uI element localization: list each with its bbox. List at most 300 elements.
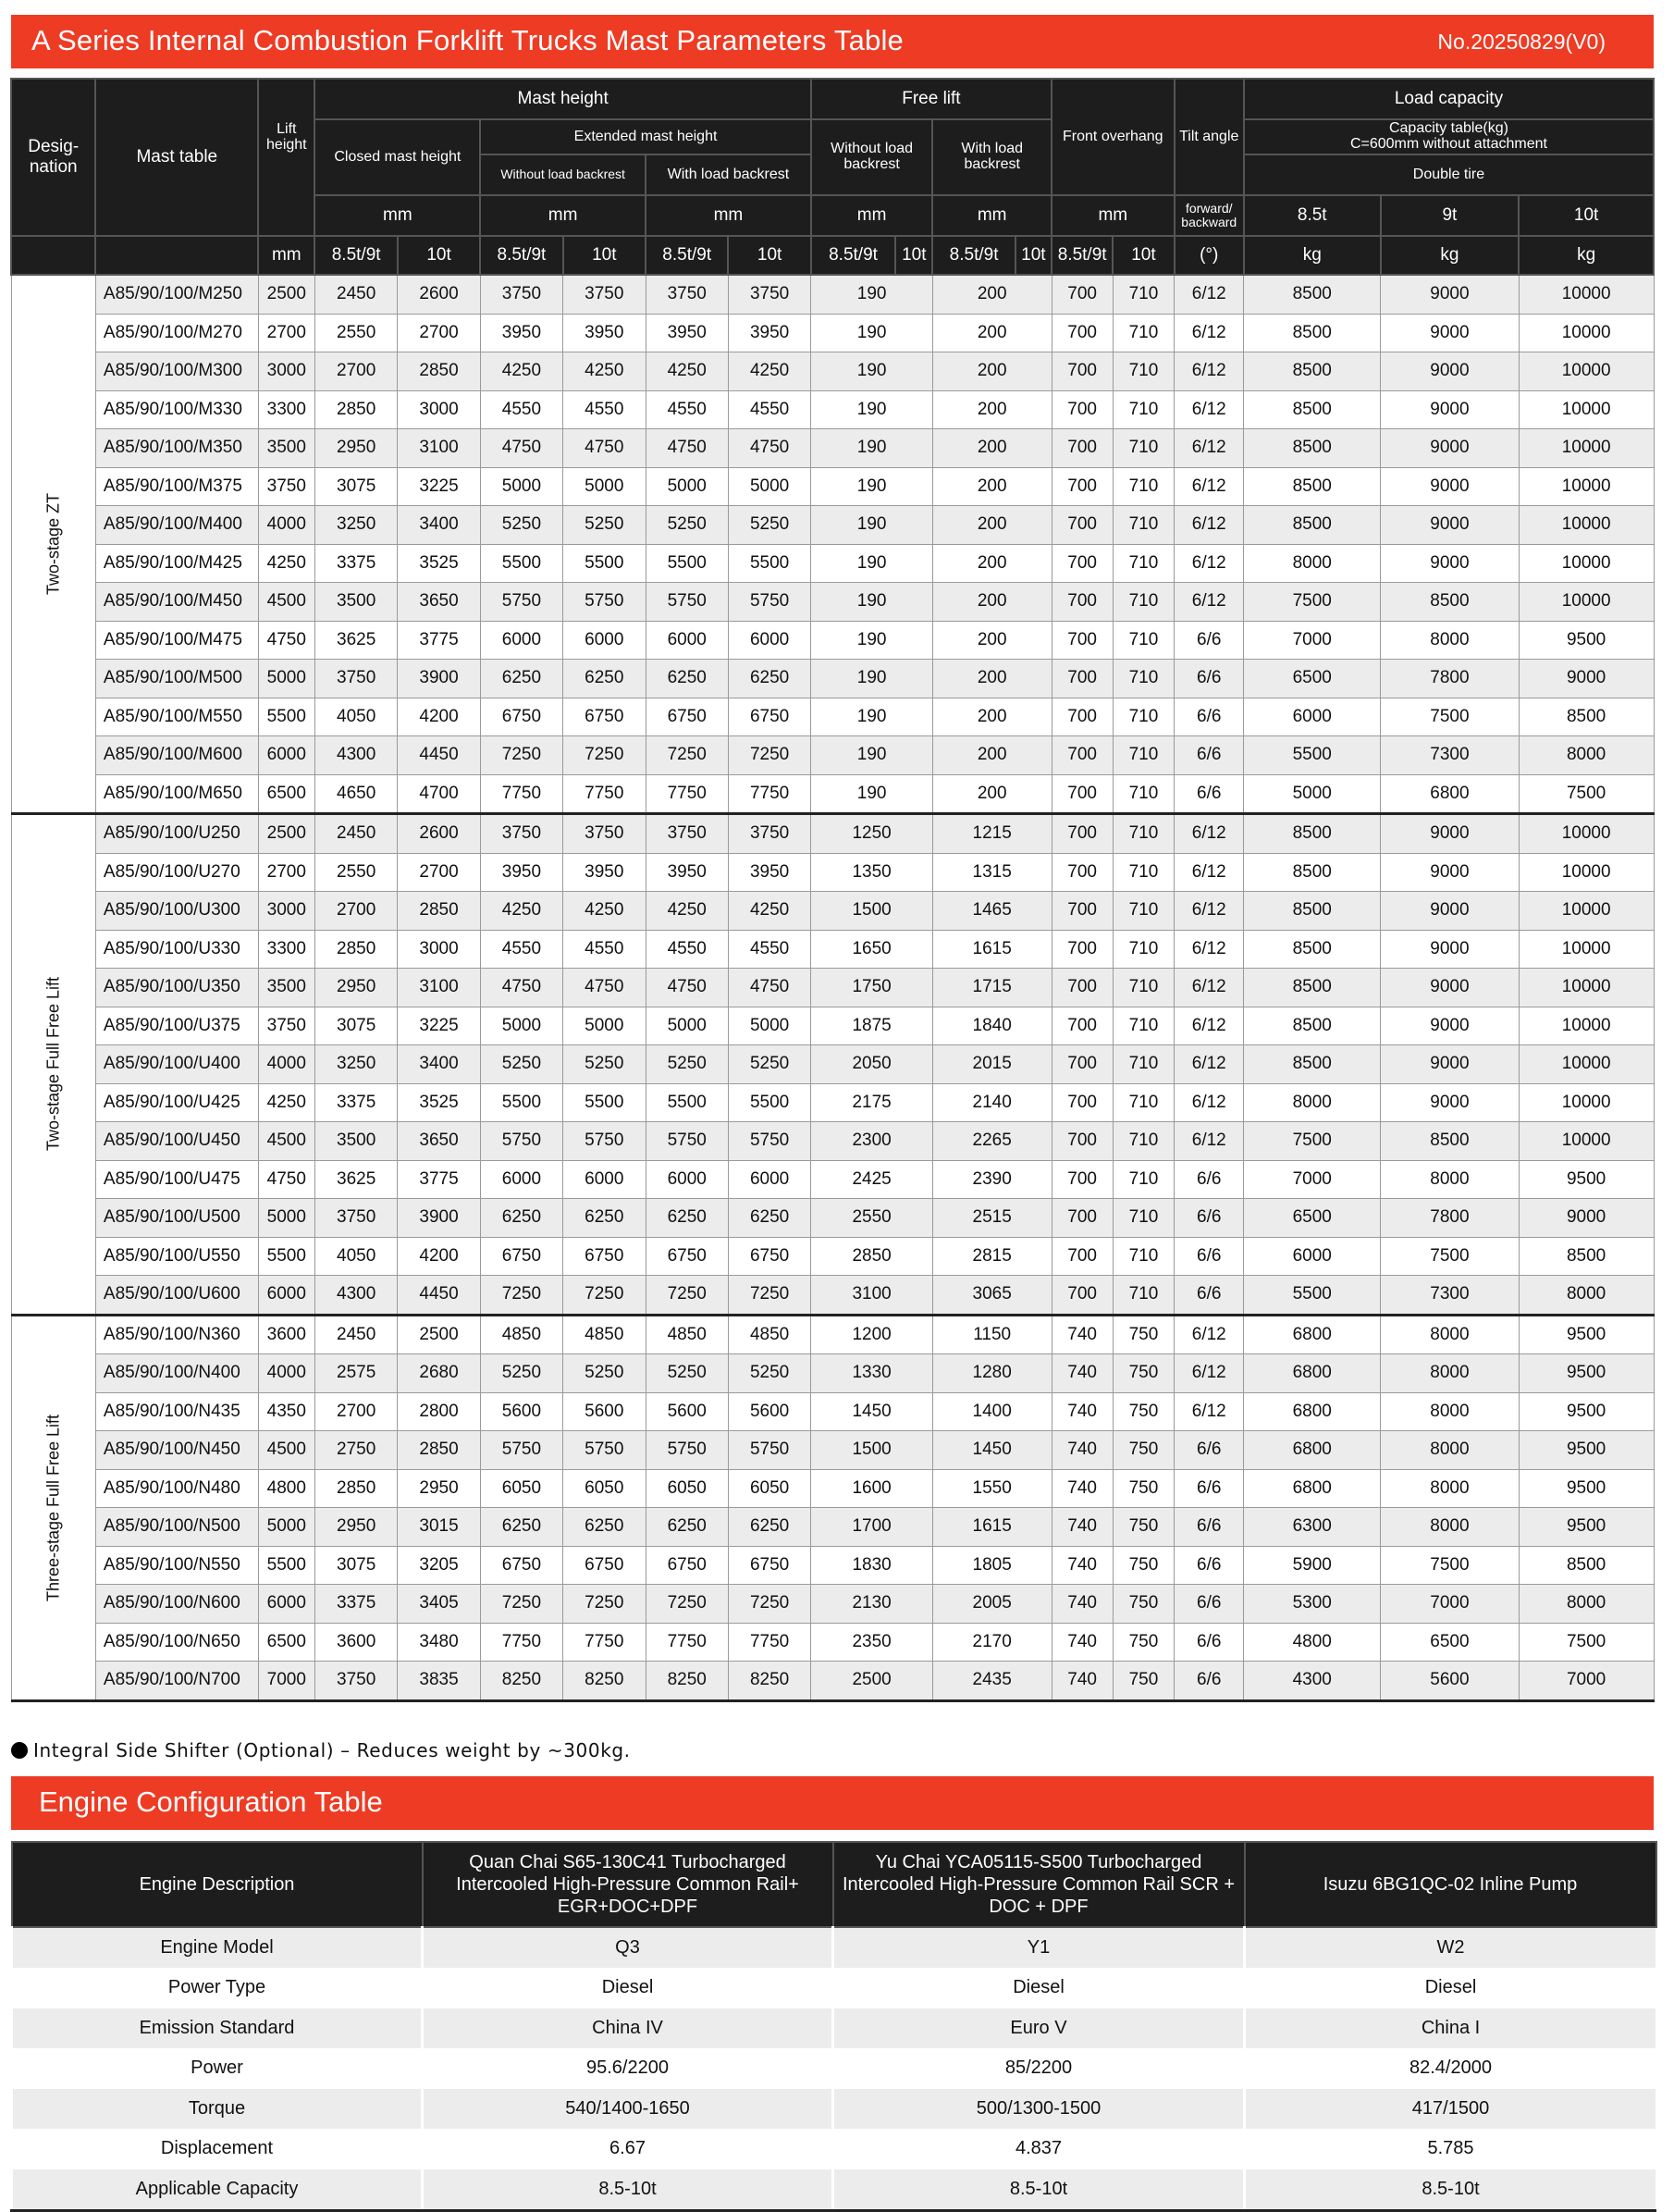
table-cell: 3525 xyxy=(398,544,480,583)
table-cell: 6/12 xyxy=(1175,544,1244,583)
mast-model-cell: A85/90/100/M330 xyxy=(95,390,258,429)
table-cell: 710 xyxy=(1113,1276,1174,1316)
table-cell: 2815 xyxy=(932,1237,1052,1276)
unit-mm: mm xyxy=(1052,195,1175,236)
table-row xyxy=(11,621,1654,660)
table-cell: 5250 xyxy=(563,506,646,545)
table-row xyxy=(12,2008,1656,2049)
table-cell: 6800 xyxy=(1244,1315,1381,1354)
table-cell: 8000 xyxy=(1381,1469,1520,1508)
mast-model-cell: A85/90/100/M250 xyxy=(95,275,258,314)
table-cell: 3205 xyxy=(398,1546,480,1585)
table-cell: 5250 xyxy=(646,506,728,545)
engine-spec-label: Emission Standard xyxy=(12,2008,423,2049)
engine-spec-label: Engine Model xyxy=(12,1927,423,1968)
table-cell: 9500 xyxy=(1519,1160,1654,1199)
table-cell: 190 xyxy=(811,314,933,352)
designation-header: Desig- nation xyxy=(11,79,95,236)
mast-model-cell: A85/90/100/U600 xyxy=(95,1276,258,1316)
mast-model-cell: A85/90/100/N700 xyxy=(95,1662,258,1701)
table-cell: 6750 xyxy=(728,698,810,736)
table-cell: 1715 xyxy=(932,969,1052,1007)
table-cell: 200 xyxy=(932,506,1052,545)
table-cell: 10000 xyxy=(1519,969,1654,1007)
table-cell: 5600 xyxy=(480,1392,562,1431)
table-cell: 1450 xyxy=(932,1431,1052,1470)
table-cell: 700 xyxy=(1052,930,1113,969)
table-cell: 6250 xyxy=(563,1508,646,1547)
table-row xyxy=(11,275,1654,314)
table-cell: 4050 xyxy=(314,1237,397,1276)
table-row xyxy=(11,1662,1654,1701)
table-cell: 6500 xyxy=(258,774,314,814)
table-cell: 5500 xyxy=(728,1083,810,1122)
table-cell: 9500 xyxy=(1519,1508,1654,1547)
table-row xyxy=(11,1469,1654,1508)
table-cell: 9500 xyxy=(1519,621,1654,660)
table-cell: 5500 xyxy=(480,544,562,583)
doc-number: No.20250829(V0) xyxy=(1437,30,1606,54)
table-cell: 6/6 xyxy=(1175,1662,1244,1701)
table-cell: 710 xyxy=(1113,544,1174,583)
engine-spec-value: Diesel xyxy=(423,1968,833,2008)
table-row xyxy=(11,660,1654,698)
table-cell: 3375 xyxy=(314,1083,397,1122)
table-row xyxy=(11,969,1654,1007)
table-cell: 4450 xyxy=(398,1276,480,1316)
table-cell: 9000 xyxy=(1381,352,1520,391)
table-cell: 10000 xyxy=(1519,853,1654,892)
table-cell: 7000 xyxy=(1519,1662,1654,1701)
table-cell: 3835 xyxy=(398,1662,480,1701)
unit-degree: (°) xyxy=(1175,236,1244,275)
table-cell: 6/12 xyxy=(1175,1392,1244,1431)
table-cell: 3775 xyxy=(398,1160,480,1199)
engine-description-header: Engine Description xyxy=(12,1842,423,1927)
table-cell: 6250 xyxy=(563,660,646,698)
table-row xyxy=(11,814,1654,854)
table-cell: 3750 xyxy=(563,814,646,854)
table-cell: 2600 xyxy=(398,814,480,854)
unit-kg: kg xyxy=(1244,236,1381,275)
table-cell: 10000 xyxy=(1519,583,1654,622)
engine-spec-value: 8.5-10t xyxy=(833,2169,1245,2211)
table-cell: 1330 xyxy=(811,1354,933,1393)
unit-8-5-9t: 8.5t/9t xyxy=(811,236,895,275)
table-cell: 3400 xyxy=(398,1045,480,1084)
table-cell: 6/12 xyxy=(1175,930,1244,969)
table-cell: 3075 xyxy=(314,1007,397,1045)
table-cell: 3750 xyxy=(646,275,728,314)
table-cell: 750 xyxy=(1113,1623,1174,1662)
capacity-table-label: Capacity table(kg) xyxy=(1388,120,1508,137)
table-cell: 8500 xyxy=(1244,352,1381,391)
table-cell: 6/12 xyxy=(1175,1045,1244,1084)
engine-spec-value: 5.785 xyxy=(1245,2129,1656,2169)
table-cell: 710 xyxy=(1113,814,1174,854)
unit-8-5-9t: 8.5t/9t xyxy=(480,236,562,275)
table-cell: 3075 xyxy=(314,1546,397,1585)
table-cell: 3100 xyxy=(811,1276,933,1316)
table-cell: 5500 xyxy=(646,544,728,583)
table-cell: 6/6 xyxy=(1175,1160,1244,1199)
mast-model-cell: A85/90/100/U350 xyxy=(95,969,258,1007)
table-cell: 7750 xyxy=(646,774,728,814)
engine-spec-label: Applicable Capacity xyxy=(12,2169,423,2211)
table-cell: 6000 xyxy=(728,1160,810,1199)
table-cell: 5500 xyxy=(1244,1276,1381,1316)
table-cell: 3500 xyxy=(258,969,314,1007)
engine-yuchai-header: Yu Chai YCA05115-S500 Turbocharged Intercooled High-Pressure Common Rail SCR + DOC + DPF xyxy=(833,1842,1245,1927)
table-cell: 2500 xyxy=(258,814,314,854)
table-cell: 8000 xyxy=(1381,1431,1520,1470)
table-cell: 3625 xyxy=(314,1160,397,1199)
table-cell: 8000 xyxy=(1381,1392,1520,1431)
mast-model-cell: A85/90/100/M450 xyxy=(95,583,258,622)
table-cell: 710 xyxy=(1113,506,1174,545)
table-cell: 1615 xyxy=(932,1508,1052,1547)
table-row xyxy=(11,1585,1654,1624)
table-cell: 200 xyxy=(932,698,1052,736)
table-row xyxy=(11,1160,1654,1199)
table-cell: 3015 xyxy=(398,1508,480,1547)
table-cell: 2390 xyxy=(932,1160,1052,1199)
mast-model-cell: A85/90/100/U400 xyxy=(95,1045,258,1084)
engine-spec-value: 6.67 xyxy=(423,2129,833,2169)
table-cell: 4850 xyxy=(728,1315,810,1354)
unit-10t: 10t xyxy=(895,236,932,275)
table-cell: 2050 xyxy=(811,1045,933,1084)
table-cell: 750 xyxy=(1113,1469,1174,1508)
table-cell: 5250 xyxy=(480,1045,562,1084)
table-cell: 7750 xyxy=(563,774,646,814)
unit-8-5-9t: 8.5t/9t xyxy=(314,236,397,275)
table-cell: 6800 xyxy=(1244,1354,1381,1393)
table-cell: 3950 xyxy=(563,314,646,352)
table-cell: 4850 xyxy=(563,1315,646,1354)
table-cell: 6/12 xyxy=(1175,275,1244,314)
table-cell: 7250 xyxy=(646,736,728,775)
table-cell: 6/12 xyxy=(1175,1007,1244,1045)
table-cell: 190 xyxy=(811,736,933,775)
front-overhang-header: Front overhang xyxy=(1052,79,1175,195)
table-row xyxy=(11,429,1654,468)
table-row xyxy=(12,2169,1656,2211)
table-cell: 200 xyxy=(932,660,1052,698)
table-cell: 8500 xyxy=(1244,506,1381,545)
engine-spec-label: Power Type xyxy=(12,1968,423,2008)
table-cell: 4250 xyxy=(480,892,562,931)
tilt-angle-header: Tilt angle xyxy=(1175,79,1244,195)
mast-model-cell: A85/90/100/U375 xyxy=(95,1007,258,1045)
table-cell: 2130 xyxy=(811,1585,933,1624)
table-cell: 4250 xyxy=(480,352,562,391)
unit-mm: mm xyxy=(314,195,480,236)
table-cell: 700 xyxy=(1052,275,1113,314)
table-cell: 1830 xyxy=(811,1546,933,1585)
table-cell: 2550 xyxy=(314,314,397,352)
table-cell: 8500 xyxy=(1381,583,1520,622)
table-cell: 10000 xyxy=(1519,1045,1654,1084)
table-cell: 8500 xyxy=(1244,969,1381,1007)
table-cell: 2700 xyxy=(314,892,397,931)
table-cell: 700 xyxy=(1052,736,1113,775)
mast-model-cell: A85/90/100/M650 xyxy=(95,774,258,814)
table-row xyxy=(11,1431,1654,1470)
table-cell: 3750 xyxy=(728,814,810,854)
engine-spec-value: Y1 xyxy=(833,1927,1245,1968)
table-cell: 1550 xyxy=(932,1469,1052,1508)
table-row xyxy=(11,1623,1654,1662)
designation-spacer xyxy=(11,236,95,275)
group-designation-label: Three-stage Full Free Lift xyxy=(43,1414,63,1601)
table-cell: 2950 xyxy=(398,1469,480,1508)
table-cell: 5000 xyxy=(258,1508,314,1547)
table-cell: 190 xyxy=(811,544,933,583)
table-cell: 2300 xyxy=(811,1122,933,1161)
table-cell: 5750 xyxy=(728,1122,810,1161)
mast-model-cell: A85/90/100/M550 xyxy=(95,698,258,736)
table-cell: 4250 xyxy=(563,352,646,391)
engine-spec-value: 85/2200 xyxy=(833,2048,1245,2089)
table-cell: 2750 xyxy=(314,1431,397,1470)
table-cell: 1650 xyxy=(811,930,933,969)
table-cell: 8500 xyxy=(1519,698,1654,736)
table-cell: 3750 xyxy=(314,660,397,698)
table-cell: 3650 xyxy=(398,1122,480,1161)
group-designation xyxy=(11,814,95,1316)
table-cell: 7250 xyxy=(728,1585,810,1624)
table-cell: 6/6 xyxy=(1175,1431,1244,1470)
table-cell: 3375 xyxy=(314,1585,397,1624)
table-cell: 7000 xyxy=(1381,1585,1520,1624)
table-cell: 200 xyxy=(932,621,1052,660)
engine-spec-value: 82.4/2000 xyxy=(1245,2048,1656,2089)
table-cell: 5750 xyxy=(728,583,810,622)
table-cell: 1600 xyxy=(811,1469,933,1508)
table-cell: 710 xyxy=(1113,1237,1174,1276)
table-cell: 3650 xyxy=(398,583,480,622)
table-cell: 7500 xyxy=(1244,1122,1381,1161)
table-cell: 6250 xyxy=(646,660,728,698)
table-cell: 4250 xyxy=(563,892,646,931)
table-cell: 10000 xyxy=(1519,1083,1654,1122)
table-cell: 6/6 xyxy=(1175,1237,1244,1276)
table-cell: 9000 xyxy=(1381,506,1520,545)
table-cell: 3225 xyxy=(398,467,480,506)
mast-model-cell: A85/90/100/N480 xyxy=(95,1469,258,1508)
table-cell: 200 xyxy=(932,467,1052,506)
table-cell: 2680 xyxy=(398,1354,480,1393)
table-cell: 700 xyxy=(1052,660,1113,698)
table-cell: 5000 xyxy=(480,467,562,506)
table-cell: 5750 xyxy=(480,1431,562,1470)
table-cell: 2700 xyxy=(398,314,480,352)
table-cell: 6000 xyxy=(480,621,562,660)
table-cell: 200 xyxy=(932,736,1052,775)
table-cell: 700 xyxy=(1052,544,1113,583)
engine-spec-label: Power xyxy=(12,2048,423,2089)
table-cell: 740 xyxy=(1052,1585,1113,1624)
table-cell: 2700 xyxy=(258,314,314,352)
table-cell: 700 xyxy=(1052,969,1113,1007)
table-cell: 6750 xyxy=(728,1546,810,1585)
table-cell: 6/12 xyxy=(1175,467,1244,506)
table-cell: 8500 xyxy=(1244,390,1381,429)
mast-model-cell: A85/90/100/N450 xyxy=(95,1431,258,1470)
load-capacity-header: Load capacity xyxy=(1244,79,1654,119)
table-cell: 6050 xyxy=(563,1469,646,1508)
closed-mast-height-header: Closed mast height xyxy=(314,119,480,195)
table-cell: 7000 xyxy=(1244,1160,1381,1199)
table-cell: 2700 xyxy=(258,853,314,892)
table-cell: 1500 xyxy=(811,1431,933,1470)
table-cell: 3000 xyxy=(258,352,314,391)
table-cell: 5000 xyxy=(563,467,646,506)
table-cell: 700 xyxy=(1052,853,1113,892)
bullet-icon xyxy=(11,1742,28,1759)
table-cell: 2850 xyxy=(811,1237,933,1276)
engine-spec-value: Euro V xyxy=(833,2008,1245,2049)
table-row xyxy=(11,1237,1654,1276)
table-cell: 2265 xyxy=(932,1122,1052,1161)
table-cell: 10000 xyxy=(1519,467,1654,506)
table-cell: 3950 xyxy=(728,853,810,892)
table-row xyxy=(11,1508,1654,1547)
mast-model-cell: A85/90/100/U500 xyxy=(95,1199,258,1238)
table-cell: 1250 xyxy=(811,814,933,854)
table-cell: 200 xyxy=(932,583,1052,622)
title-bar xyxy=(11,15,1654,68)
table-cell: 5600 xyxy=(563,1392,646,1431)
table-cell: 4000 xyxy=(258,1354,314,1393)
table-cell: 9000 xyxy=(1381,969,1520,1007)
table-cell: 6/6 xyxy=(1175,1276,1244,1316)
mast-table-body xyxy=(11,275,1654,1700)
table-cell: 8000 xyxy=(1381,1354,1520,1393)
table-cell: 8500 xyxy=(1244,930,1381,969)
table-cell: 5500 xyxy=(258,1237,314,1276)
mast-model-cell: A85/90/100/M500 xyxy=(95,660,258,698)
table-cell: 1615 xyxy=(932,930,1052,969)
table-cell: 5500 xyxy=(258,698,314,736)
table-cell: 7750 xyxy=(728,1623,810,1662)
table-cell: 7000 xyxy=(1244,621,1381,660)
group-designation xyxy=(11,275,95,814)
table-cell: 1200 xyxy=(811,1315,933,1354)
table-cell: 2015 xyxy=(932,1045,1052,1084)
table-cell: 200 xyxy=(932,352,1052,391)
table-cell: 7250 xyxy=(480,1585,562,1624)
table-cell: 710 xyxy=(1113,698,1174,736)
table-cell: 750 xyxy=(1113,1662,1174,1701)
mast-model-cell: A85/90/100/M400 xyxy=(95,506,258,545)
table-cell: 3950 xyxy=(480,314,562,352)
table-cell: 6500 xyxy=(1244,660,1381,698)
table-cell: 8250 xyxy=(563,1662,646,1701)
table-cell: 8500 xyxy=(1244,853,1381,892)
capacity-10t-header: 10t xyxy=(1519,195,1654,236)
table-cell: 700 xyxy=(1052,1276,1113,1316)
table-cell: 740 xyxy=(1052,1315,1113,1354)
table-cell: 4800 xyxy=(1244,1623,1381,1662)
mast-model-cell: A85/90/100/M375 xyxy=(95,467,258,506)
mast-parameters-table xyxy=(10,78,1655,1702)
table-cell: 4550 xyxy=(646,930,728,969)
table-cell: 700 xyxy=(1052,583,1113,622)
table-cell: 4750 xyxy=(258,1160,314,1199)
table-cell: 7250 xyxy=(563,736,646,775)
table-cell: 9500 xyxy=(1519,1469,1654,1508)
table-cell: 4550 xyxy=(480,930,562,969)
table-cell: 1450 xyxy=(811,1392,933,1431)
table-cell: 4250 xyxy=(646,352,728,391)
table-cell: 7250 xyxy=(646,1585,728,1624)
table-cell: 2800 xyxy=(398,1392,480,1431)
table-cell: 4500 xyxy=(258,1431,314,1470)
table-cell: 10000 xyxy=(1519,930,1654,969)
table-cell: 9000 xyxy=(1381,467,1520,506)
engine-spec-label: Torque xyxy=(12,2089,423,2130)
table-cell: 2950 xyxy=(314,429,397,468)
table-row xyxy=(12,2089,1656,2130)
table-cell: 6000 xyxy=(563,621,646,660)
unit-kg: kg xyxy=(1519,236,1654,275)
table-cell: 750 xyxy=(1113,1315,1174,1354)
table-cell: 9500 xyxy=(1519,1431,1654,1470)
table-cell: 10000 xyxy=(1519,314,1654,352)
unit-10t: 10t xyxy=(1113,236,1174,275)
table-row xyxy=(11,1546,1654,1585)
table-cell: 6750 xyxy=(563,1546,646,1585)
table-cell: 710 xyxy=(1113,1199,1174,1238)
table-cell: 6000 xyxy=(646,1160,728,1199)
capacity-table-header xyxy=(1244,119,1654,154)
table-cell: 4050 xyxy=(314,698,397,736)
table-cell: 6/12 xyxy=(1175,1354,1244,1393)
table-cell: 3775 xyxy=(398,621,480,660)
table-cell: 2850 xyxy=(398,892,480,931)
table-cell: 2425 xyxy=(811,1160,933,1199)
table-cell: 2575 xyxy=(314,1354,397,1393)
table-cell: 710 xyxy=(1113,736,1174,775)
table-cell: 6750 xyxy=(480,1546,562,1585)
table-cell: 5750 xyxy=(728,1431,810,1470)
table-cell: 9000 xyxy=(1381,892,1520,931)
mast-model-cell: A85/90/100/M475 xyxy=(95,621,258,660)
table-cell: 700 xyxy=(1052,774,1113,814)
table-cell: 5500 xyxy=(646,1083,728,1122)
table-cell: 200 xyxy=(932,429,1052,468)
table-cell: 10000 xyxy=(1519,892,1654,931)
table-cell: 2700 xyxy=(314,352,397,391)
table-cell: 6000 xyxy=(728,621,810,660)
group-designation-label: Two-stage ZT xyxy=(43,492,63,596)
table-cell: 2450 xyxy=(314,814,397,854)
table-cell: 3480 xyxy=(398,1623,480,1662)
table-cell: 6/12 xyxy=(1175,1315,1244,1354)
table-row xyxy=(11,1199,1654,1238)
table-cell: 3950 xyxy=(646,853,728,892)
table-cell: 6050 xyxy=(728,1469,810,1508)
table-cell: 710 xyxy=(1113,314,1174,352)
table-cell: 4350 xyxy=(258,1392,314,1431)
table-cell: 7250 xyxy=(728,1276,810,1316)
mast-model-cell: A85/90/100/M600 xyxy=(95,736,258,775)
table-cell: 700 xyxy=(1052,352,1113,391)
table-cell: 1875 xyxy=(811,1007,933,1045)
double-tire-header: Double tire xyxy=(1244,154,1654,195)
